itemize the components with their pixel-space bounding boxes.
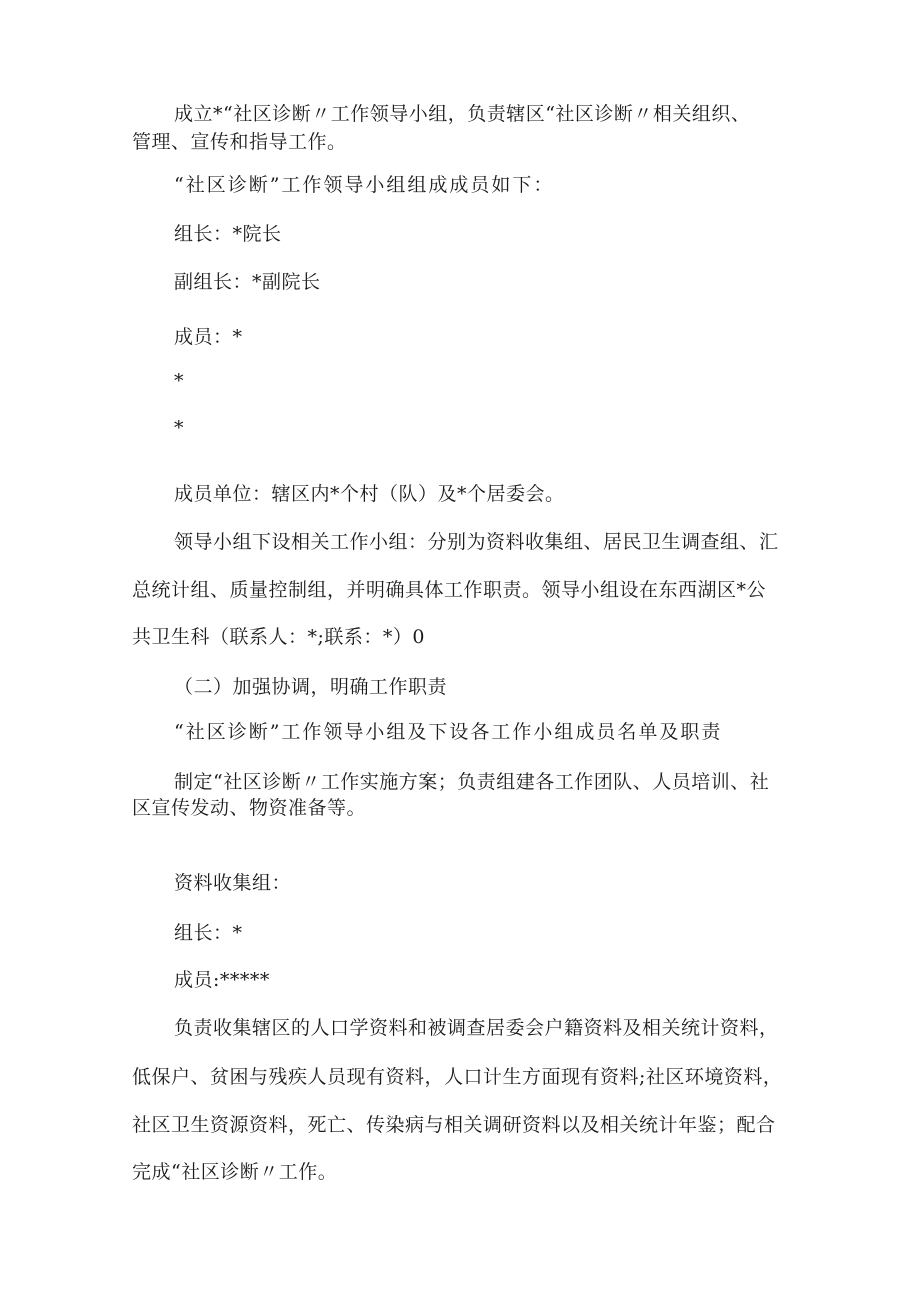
leader-line: 组长：*院长 bbox=[174, 223, 282, 245]
section-title-roster: “社区诊断”工作领导小组及下设各工作小组成员名单及职责 bbox=[174, 721, 723, 743]
member-placeholder-1: * bbox=[174, 370, 184, 392]
subgroups-paragraph-line-1: 领导小组下设相关工作小组：分别为资料收集组、居民卫生调查组、汇 bbox=[174, 531, 779, 553]
subgroups-paragraph-line-2: 总统计组、质量控制组，并明确具体工作职责。领导小组设在东西湖区*公 bbox=[132, 579, 767, 601]
deputy-leader-line: 副组长：*副院长 bbox=[174, 271, 321, 293]
member-units-line: 成员单位：辖区内*个村（队）及*个居委会。 bbox=[174, 483, 565, 505]
member-placeholder-2: * bbox=[174, 417, 184, 439]
duties-paragraph-line-2: 区宣传发动、物资准备等。 bbox=[132, 797, 367, 819]
duties-paragraph-line-1: 制定“社区诊断〃工作实施方案；负责组建各工作团队、人员培训、社 bbox=[174, 771, 770, 793]
data-collection-group-heading: 资料收集组： bbox=[174, 872, 292, 894]
data-collection-leader: 组长：* bbox=[174, 922, 243, 944]
data-collection-members: 成员:***** bbox=[174, 969, 270, 991]
data-collection-duties-line-3: 社区卫生资源资料，死亡、传染病与相关调研资料以及相关统计年鉴；配合 bbox=[132, 1114, 776, 1136]
data-collection-duties-line-4: 完成“社区诊断〃工作。 bbox=[132, 1161, 338, 1183]
data-collection-duties-line-1: 负责收集辖区的人口学资料和被调查居委会户籍资料及相关统计资料， bbox=[174, 1017, 779, 1039]
members-line: 成员：* bbox=[174, 326, 243, 348]
members-heading: “社区诊断”工作领导小组组成成员如下： bbox=[174, 174, 555, 196]
subgroups-paragraph-line-3: 共卫生科（联系人：*;联系：*）0 bbox=[132, 626, 425, 648]
paragraph-establish-group-line-1: 成立*“社区诊断〃工作领导小组，负责辖区“社区诊断〃相关组织、 bbox=[174, 103, 751, 125]
data-collection-duties-line-2: 低保户、贫困与残疾人员现有资料，人口计生方面现有资料;社区环境资料， bbox=[132, 1066, 783, 1088]
section-heading-coordination: （二）加强协调，明确工作职责 bbox=[174, 676, 448, 698]
paragraph-establish-group-line-2: 管理、宣传和指导工作。 bbox=[132, 131, 347, 153]
